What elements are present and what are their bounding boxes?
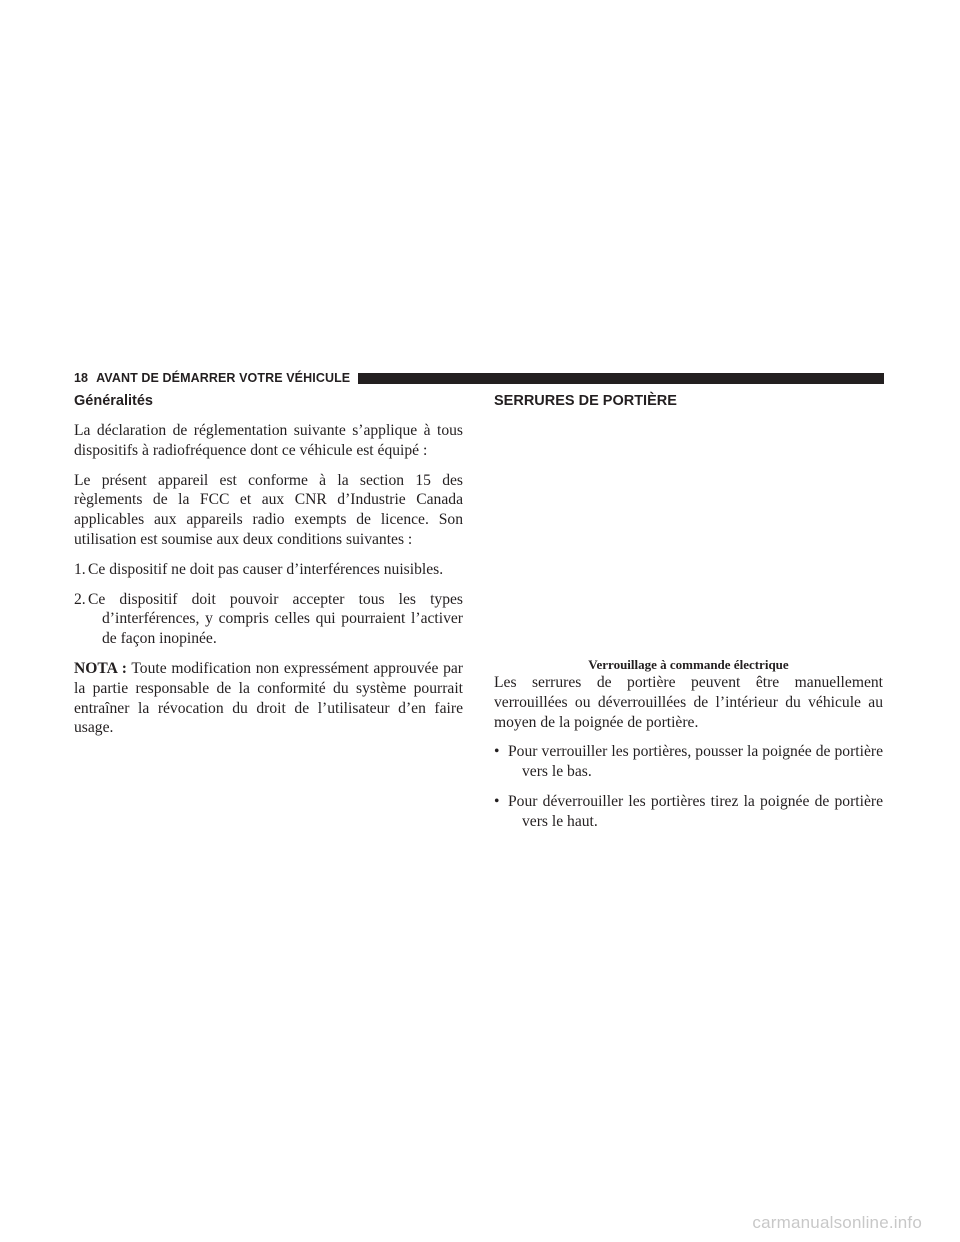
item-text: Ce dispositif doit pouvoir accepter tous les types d’interférences, y compris celles qui pourraient l’activer de façon inopinée.	[88, 590, 463, 648]
watermark-text: carmanualsonline.info	[752, 1213, 922, 1232]
note-paragraph	[74, 659, 463, 738]
bullet-icon: •	[494, 743, 500, 761]
note-label: NOTA :	[74, 659, 127, 677]
item-number: 1.	[74, 560, 86, 578]
item-number: 2.	[74, 590, 86, 608]
bullet-text: Pour déverrouiller les portières tirez la poignée de portière vers le haut.	[508, 792, 883, 830]
paragraph-serrures: Les serrures de portière peuvent être manuellement verrouillées ou déverrouillées de l’intérieur du véhicule au moyen de la poignée de portière.	[494, 674, 883, 731]
bullet-item	[494, 742, 883, 782]
paragraph-conformite: Le présent appareil est conforme à la section 15 des règlements de la FCC et aux CNR d’Industrie Canada applicables aux appareils radio exempts de licence. Son utilisation est soumise aux deux conditions suivantes :	[74, 471, 463, 548]
heading-generalites: Généralités	[74, 393, 153, 409]
right-column	[494, 391, 883, 842]
figure-area	[494, 421, 883, 673]
bullet-item	[494, 792, 883, 832]
left-column	[74, 391, 463, 748]
figure-caption: Verrouillage à commande électrique	[588, 657, 789, 672]
page-header	[74, 368, 884, 388]
numbered-item	[74, 560, 463, 580]
numbered-item	[74, 590, 463, 649]
bullet-text: Pour verrouiller les portières, pousser la poignée de portière vers le bas.	[508, 743, 883, 781]
running-section-title: AVANT DE DÉMARRER VOTRE VÉHICULE	[96, 371, 351, 385]
page-number: 18	[74, 371, 89, 385]
paragraph-declaration: La déclaration de réglementation suivante s’applique à tous dispositifs à radiofréquence dont ce véhicule est équipé :	[74, 422, 463, 459]
bullet-icon: •	[494, 792, 500, 810]
header-rule	[358, 373, 884, 384]
note-text: Toute modification non expressément approuvée par la partie responsable de la conformité du système pourrait entraîner la révocation du droit de l’utilisateur d’en faire usage.	[74, 659, 463, 737]
item-text: Ce dispositif ne doit pas causer d’interférences nuisibles.	[88, 560, 444, 578]
heading-serrures: SERRURES DE PORTIÈRE	[494, 393, 677, 409]
